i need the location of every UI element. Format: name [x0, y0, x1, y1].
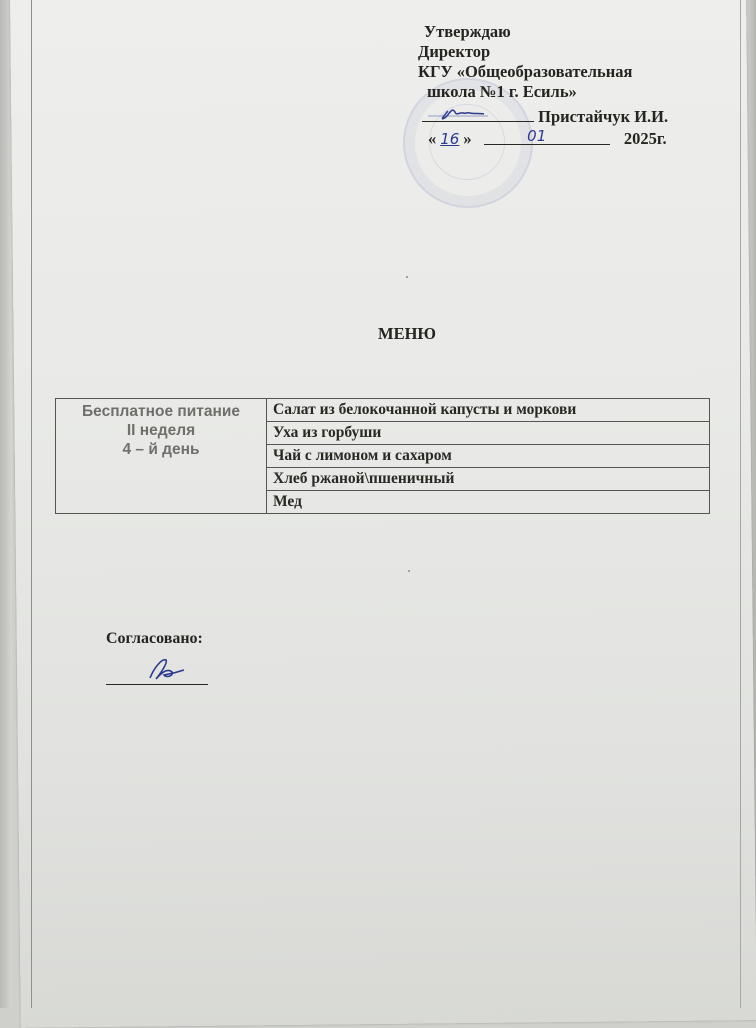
approval-date: [428, 129, 748, 149]
plan-week: II неделя: [126, 422, 196, 439]
agreed-label: Согласовано:: [106, 630, 203, 647]
frame-line-left: [31, 0, 32, 1008]
dish-item: Уха из горбуши: [267, 422, 710, 445]
page-title: МЕНЮ: [378, 324, 436, 343]
dish-item: Хлеб ржаной\пшеничный: [267, 468, 710, 491]
plan-day: 4 – й день: [122, 441, 200, 458]
table-row: [56, 399, 710, 422]
director-signature: [422, 103, 492, 123]
approval-signer-line: [422, 106, 748, 127]
date-month-line: [484, 129, 610, 145]
agreed-signature-line: [106, 662, 208, 685]
agreed-signature: [106, 654, 208, 684]
date-day: 16: [440, 130, 460, 148]
paper-speck: [408, 570, 410, 572]
plan-type: Бесплатное питание: [82, 403, 240, 420]
date-quote-open: «: [428, 129, 437, 148]
approval-heading: Утверждаю: [424, 22, 511, 41]
approval-school: школа №1 г. Есиль»: [427, 82, 577, 101]
date-month: 01: [527, 127, 547, 145]
board-edge-left: [0, 0, 12, 1008]
paper-speck: [406, 276, 408, 278]
menu-table: [55, 398, 710, 514]
approval-block: [418, 22, 748, 149]
approval-position: Директор: [418, 42, 491, 61]
date-quote-close: »: [463, 129, 472, 148]
dish-item: Чай с лимоном и сахаром: [267, 445, 710, 468]
signer-name: Пристайчук И.И.: [538, 107, 669, 126]
director-signature-line: [422, 106, 534, 122]
dish-item: Мед: [267, 491, 710, 514]
approval-organization: КГУ «Общеобразовательная: [418, 62, 633, 81]
date-year: 2025г.: [623, 129, 667, 148]
frame-line-right: [740, 0, 741, 1008]
plan-cell: [56, 399, 267, 514]
dish-item: Салат из белокочанной капусты и моркови: [267, 399, 710, 422]
